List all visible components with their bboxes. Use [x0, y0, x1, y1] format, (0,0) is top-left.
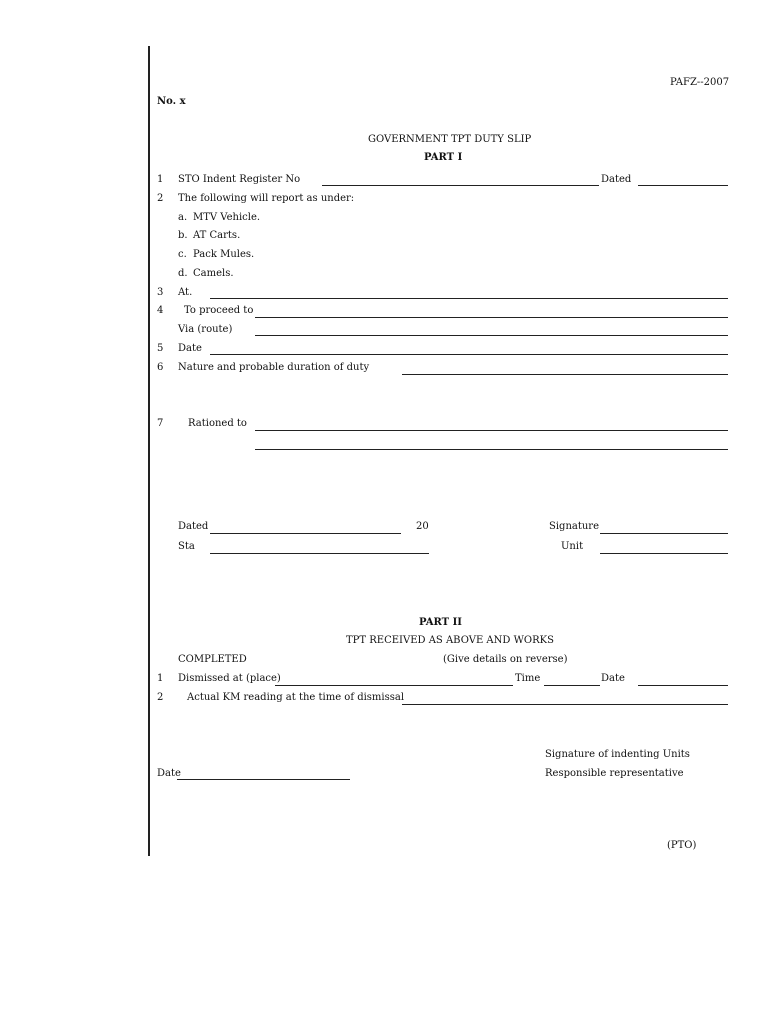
item-2-number: 2 — [157, 193, 164, 204]
duty-duration-label: Nature and probable duration of duty — [178, 362, 370, 373]
item-1-dated-field[interactable] — [638, 185, 728, 186]
signature-label: Signature — [549, 521, 600, 532]
item-7-number: 7 — [157, 418, 164, 429]
rationed-to-label: Rationed to — [188, 418, 247, 429]
station-field[interactable] — [210, 553, 429, 554]
sto-indent-field[interactable] — [322, 185, 599, 186]
sub-item-letter: c. — [178, 249, 187, 260]
sub-item-pack-mules: Pack Mules. — [193, 249, 255, 260]
item-1-number: 1 — [157, 174, 164, 185]
sign-dated-field[interactable] — [210, 533, 401, 534]
completed-label: COMPLETED — [178, 654, 247, 665]
unit-label: Unit — [561, 541, 584, 552]
item-3-number: 3 — [157, 287, 164, 298]
form-title: GOVERNMENT TPT DUTY SLIP — [368, 134, 532, 145]
please-turn-over: (PTO) — [667, 840, 697, 851]
indenting-units-signature-label: Signature of indenting Units — [545, 749, 690, 760]
sign-dated-label: Dated — [178, 521, 209, 532]
sto-indent-label: STO Indent Register No — [178, 174, 301, 185]
km-reading-label: Actual KM reading at the time of dismissal — [187, 692, 405, 703]
rationed-to-field[interactable] — [255, 430, 728, 431]
time-label: Time — [515, 673, 541, 684]
at-field[interactable] — [210, 298, 728, 299]
proceed-to-field[interactable] — [255, 317, 728, 318]
dismissed-at-label: Dismissed at (place) — [178, 673, 281, 684]
responsible-representative-label: Responsible representative — [545, 768, 684, 779]
dismissal-date-field[interactable] — [638, 685, 728, 686]
item-5-number: 5 — [157, 343, 164, 354]
via-route-field[interactable] — [255, 335, 728, 336]
form-code: PAFZ--2007 — [670, 77, 730, 88]
part-two-heading: TPT RECEIVED AS ABOVE AND WORKS — [346, 635, 554, 646]
serial-number: No. x — [157, 96, 186, 107]
dismissed-at-field[interactable] — [275, 685, 513, 686]
sub-item-letter: d. — [178, 268, 188, 279]
part-two-label: PART II — [419, 617, 462, 628]
duty-duration-field[interactable] — [402, 374, 728, 375]
proceed-to-label: To proceed to — [184, 305, 254, 316]
via-route-label: Via (route) — [178, 324, 233, 335]
time-field[interactable] — [544, 685, 600, 686]
date-label: Date — [178, 343, 202, 354]
left-margin-rule — [148, 46, 150, 856]
year-label: 20 — [416, 521, 429, 532]
item-4-number: 4 — [157, 305, 164, 316]
at-label: At. — [178, 287, 193, 298]
footer-date-label: Date — [157, 768, 181, 779]
part-two-item-2-number: 2 — [157, 692, 164, 703]
sub-item-at-carts: AT Carts. — [193, 230, 241, 241]
item-6-number: 6 — [157, 362, 164, 373]
sub-item-mtv-vehicle: MTV Vehicle. — [193, 212, 261, 223]
details-on-reverse-note: (Give details on reverse) — [443, 654, 568, 665]
sub-item-letter: a. — [178, 212, 188, 223]
sub-item-letter: b. — [178, 230, 188, 241]
unit-field[interactable] — [600, 553, 728, 554]
item-1-dated-label: Dated — [601, 174, 632, 185]
km-reading-field[interactable] — [402, 704, 728, 705]
part-two-item-1-number: 1 — [157, 673, 164, 684]
footer-date-field[interactable] — [177, 779, 350, 780]
station-label: Sta — [178, 541, 195, 552]
date-field[interactable] — [210, 354, 728, 355]
dismissal-date-label: Date — [601, 673, 625, 684]
report-as-under-label: The following will report as under: — [178, 193, 355, 204]
part-one-label: PART I — [424, 152, 463, 163]
signature-field[interactable] — [600, 533, 728, 534]
rationed-to-field-line-2[interactable] — [255, 449, 728, 450]
sub-item-camels: Camels. — [193, 268, 234, 279]
